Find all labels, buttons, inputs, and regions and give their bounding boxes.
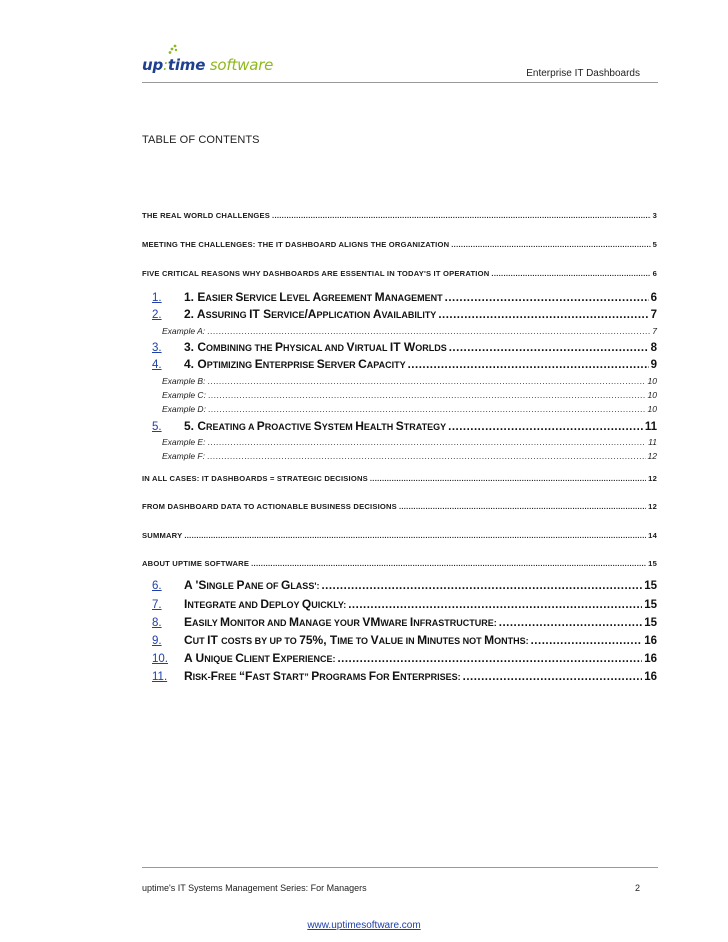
toc-about-entry[interactable]: 8. EASILY MONITOR AND MANAGE YOUR VMWARE INFRASTRUCTURE: ..... 15	[152, 615, 657, 629]
header-divider	[142, 82, 658, 83]
toc-entry[interactable]: ABOUT UPTIME SOFTWARE ..... 15	[142, 559, 657, 568]
about-number-link[interactable]: 10.	[152, 653, 168, 665]
about-number-link[interactable]: 6.	[152, 580, 162, 592]
about-number-link[interactable]: 9.	[152, 635, 162, 647]
toc-entry[interactable]: MEETING THE CHALLENGES: THE IT DASHBOARD ALIGNS THE ORGANIZATION ..... 5	[142, 240, 657, 249]
toc-example-entry[interactable]: Example F: ..... 12	[162, 451, 657, 461]
website-link[interactable]: www.uptimesoftware.com	[307, 920, 421, 931]
toc-about-entry[interactable]: 10. A UNIQUE CLIENT EXPERIENCE: ..... 16	[152, 651, 657, 665]
reason-number-link[interactable]: 1.	[152, 292, 162, 304]
toc-entry[interactable]: FROM DASHBOARD DATA TO ACTIONABLE BUSINESS DECISIONS ..... 12	[142, 502, 657, 511]
toc-entry[interactable]: FIVE CRITICAL REASONS WHY DASHBOARDS ARE ESSENTIAL IN TODAY'S IT OPERATION ..... 6	[142, 269, 657, 278]
reason-number-link[interactable]: 3.	[152, 342, 162, 354]
toc-about-entry[interactable]: 9. CUT IT COSTS BY UP TO 75%, TIME TO VALUE IN MINUTES NOT MONTHS: ..... 16	[152, 633, 657, 647]
logo-text: up:time software	[142, 56, 274, 74]
toc-reason-entry[interactable]: 1. 1. EASIER SERVICE LEVEL AGREEMENT MANAGEMENT ..... 6	[152, 290, 657, 304]
toc-entry[interactable]: IN ALL CASES: IT DASHBOARDS = STRATEGIC DECISIONS ..... 12	[142, 474, 657, 483]
toc-entry[interactable]: THE REAL WORLD CHALLENGES ..... 3	[142, 211, 657, 220]
toc-entry[interactable]: SUMMARY ..... 14	[142, 531, 657, 540]
toc-reason-entry[interactable]: 3. 3. COMBINING THE PHYSICAL AND VIRTUAL IT WORLDS ..... 8	[152, 340, 657, 354]
page-number: 2	[634, 883, 640, 893]
toc-about-entry[interactable]: 7. INTEGRATE AND DEPLOY QUICKLY: ..... 15	[152, 597, 657, 611]
reason-number-link[interactable]: 4.	[152, 359, 162, 371]
toc-title: TABLE OF CONTENTS	[142, 134, 260, 146]
toc-about-entry[interactable]: 11. RISK-FREE “FAST START” PROGRAMS FOR ENTERPRISES: ..... 16	[152, 669, 657, 683]
toc-example-entry[interactable]: Example C: ..... 10	[162, 390, 657, 400]
footer-series-title: uptime's IT Systems Management Series: For Managers	[142, 883, 367, 893]
reason-number-link[interactable]: 2.	[152, 309, 162, 321]
header-title: Enterprise IT Dashboards	[526, 68, 640, 79]
about-number-link[interactable]: 11.	[152, 671, 168, 683]
toc-example-entry[interactable]: Example A: ..... 7	[162, 326, 657, 336]
about-number-link[interactable]: 8.	[152, 617, 162, 629]
footer-divider	[142, 867, 658, 868]
toc-about-entry[interactable]: 6. A 'SINGLE PANE OF GLASS': ..... 15	[152, 578, 657, 592]
about-number-link[interactable]: 7.	[152, 599, 162, 611]
reason-number-link[interactable]: 5.	[152, 421, 162, 433]
uptime-logo	[142, 44, 282, 78]
toc-example-entry[interactable]: Example D: ..... 10	[162, 404, 657, 414]
toc-reason-entry[interactable]: 2. 2. ASSURING IT SERVICE/APPLICATION AVAILABILITY ..... 7	[152, 307, 657, 321]
toc-reason-entry[interactable]: 5. 5. CREATING A PROACTIVE SYSTEM HEALTH STRATEGY ..... 11	[152, 419, 657, 433]
toc-example-entry[interactable]: Example E: ..... 11	[162, 437, 657, 447]
toc-reason-entry[interactable]: 4. 4. OPTIMIZING ENTERPRISE SERVER CAPACITY ..... 9	[152, 357, 657, 371]
toc-example-entry[interactable]: Example B: ..... 10	[162, 376, 657, 386]
